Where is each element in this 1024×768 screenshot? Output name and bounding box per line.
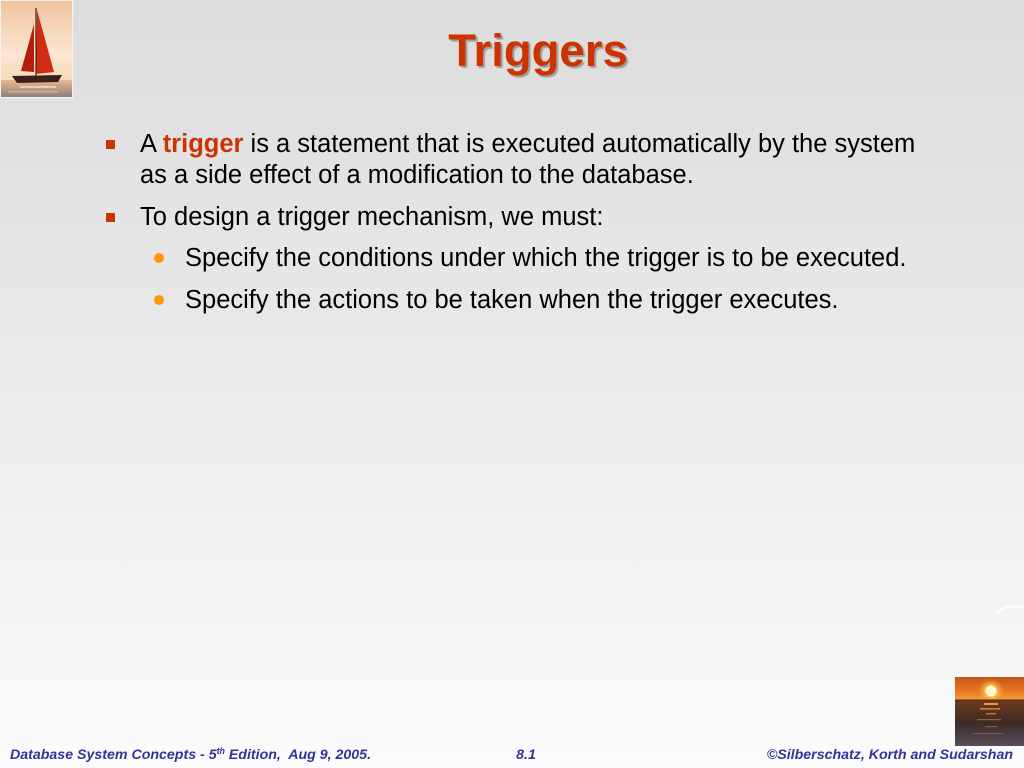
bullet-item — [140, 129, 935, 191]
sun-reflection — [985, 726, 997, 727]
sun-reflection — [973, 733, 1003, 734]
sunset-icon — [955, 677, 1024, 746]
square-bullet-icon — [106, 140, 115, 149]
sun-reflection — [980, 708, 1000, 710]
horizon-line — [955, 700, 1024, 701]
hull — [12, 75, 62, 83]
bullet-text-prefix: A — [140, 130, 163, 158]
sun-reflection — [986, 713, 996, 714]
sun-reflection — [977, 719, 1001, 720]
water-reflection — [8, 91, 58, 93]
footer-edition-superscript: th — [216, 746, 225, 757]
water-reflection — [20, 86, 56, 88]
footer-page-number: 8.1 — [516, 747, 536, 763]
footer-edition-date: Edition, Aug 9, 2005. — [224, 747, 372, 763]
square-bullet-icon — [106, 213, 115, 222]
swoosh-stroke — [997, 606, 1024, 613]
bullet-item — [140, 202, 935, 233]
footer-course-prefix: Database System Concepts - 5 — [10, 747, 217, 763]
circle-bullet-icon — [154, 295, 164, 305]
sub-bullet-text: Specify the conditions under which the trigger is to be executed. — [185, 244, 907, 272]
sub-bullet-text: Specify the actions to be taken when the trigger executes. — [185, 285, 839, 314]
sailboat-sea — [0, 80, 73, 98]
decorative-swoosh-icon — [996, 603, 1024, 615]
sailboat-icon — [0, 0, 73, 98]
bullet-text: is a statement that is executed automatically by the system as a side effect of a modification to the database. — [140, 130, 916, 189]
sun-reflection — [984, 703, 998, 705]
footer-course-title — [10, 747, 371, 764]
slide-title: Triggers — [448, 25, 628, 76]
slide-body — [0, 129, 1024, 316]
bullet-text: To design a trigger mechanism, we must: — [140, 202, 604, 231]
emphasized-term: trigger — [162, 130, 244, 158]
sub-bullet-item — [185, 243, 965, 274]
footer-copyright: ©Silberschatz, Korth and Sudarshan — [766, 747, 1013, 763]
sun — [986, 686, 997, 697]
sunset-sea — [955, 700, 1024, 746]
circle-bullet-icon — [154, 253, 164, 263]
sub-bullet-item — [185, 285, 965, 316]
